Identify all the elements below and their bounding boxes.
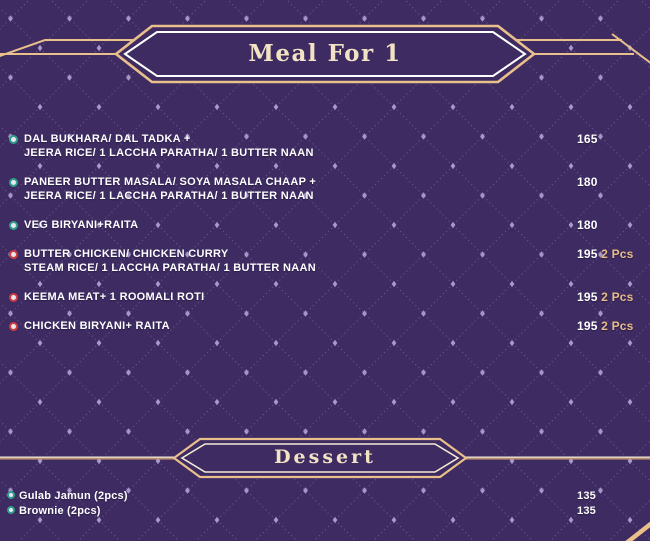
menu-item-row: [0, 175, 650, 203]
item-text-line: STEAM RICE/ 1 LACCHA PARATHA/ 1 BUTTER NAAN: [24, 262, 316, 274]
menu-item-row: [0, 319, 650, 333]
item-text-line: KEEMA MEAT+ 1 ROOMALI ROTI: [24, 291, 205, 303]
menu-item-row: [0, 218, 650, 232]
menu-item-row: [0, 132, 650, 160]
item-text-line: JEERA RICE/ 1 LACCHA PARATHA/ 1 BUTTER NAAN: [24, 147, 314, 159]
veg-indicator-icon: [9, 293, 18, 302]
item-price: [577, 175, 598, 189]
section-title-meal-for-1: Meal For 1: [248, 40, 402, 67]
item-text-line: VEG BIRYANI+RAITA: [24, 219, 139, 231]
menu-item-row: [0, 504, 650, 518]
item-price: [577, 218, 598, 232]
item-name: [24, 218, 565, 232]
section-title-dessert: Dessert: [274, 446, 376, 468]
item-name: [19, 504, 565, 518]
price-value: 195: [577, 290, 598, 304]
price-value: 135: [577, 505, 596, 517]
item-price: [577, 247, 634, 261]
dessert-list: [0, 489, 650, 519]
veg-indicator-icon: [9, 135, 18, 144]
corner-ornament: [620, 519, 650, 541]
price-value: 195: [577, 319, 598, 333]
price-value: 165: [577, 132, 598, 146]
menu-item-row: [0, 290, 650, 304]
item-name: [24, 290, 565, 304]
price-note: 2 Pcs: [597, 247, 634, 261]
item-text-line: BUTTER CHICKEN/ CHICKEN CURRY: [24, 248, 229, 260]
veg-indicator-icon: [7, 506, 15, 514]
item-price: [577, 290, 634, 304]
price-value: 180: [577, 175, 598, 189]
item-price: [577, 489, 596, 503]
veg-indicator-icon: [9, 250, 18, 259]
price-value: 180: [577, 218, 598, 232]
item-text-line: PANEER BUTTER MASALA/ SOYA MASALA CHAAP +: [24, 176, 317, 188]
menu-item-row: [0, 247, 650, 275]
menu-item-row: [0, 489, 650, 503]
veg-indicator-icon: [9, 322, 18, 331]
veg-indicator-icon: [9, 178, 18, 187]
price-value: 195: [577, 247, 598, 261]
item-name: [24, 319, 565, 333]
item-text-line: Brownie (2pcs): [19, 505, 101, 517]
price-note: 2 Pcs: [597, 319, 634, 333]
item-price: [577, 504, 596, 518]
item-text-line: Gulab Jamun (2pcs): [19, 490, 128, 502]
item-name: [24, 247, 565, 275]
item-text-line: JEERA RICE/ 1 LACCHA PARATHA/ 1 BUTTER NAAN: [24, 190, 314, 202]
veg-indicator-icon: [7, 491, 15, 499]
item-price: [577, 132, 598, 146]
item-name: [19, 489, 565, 503]
veg-indicator-icon: [9, 221, 18, 230]
item-text-line: DAL BUKHARA/ DAL TADKA +: [24, 133, 191, 145]
item-name: [24, 132, 565, 160]
item-name: [24, 175, 565, 203]
meal-for-1-list: [0, 132, 650, 348]
price-note: 2 Pcs: [597, 290, 634, 304]
price-value: 135: [577, 490, 596, 502]
item-price: [577, 319, 634, 333]
item-text-line: CHICKEN BIRYANI+ RAITA: [24, 320, 170, 332]
